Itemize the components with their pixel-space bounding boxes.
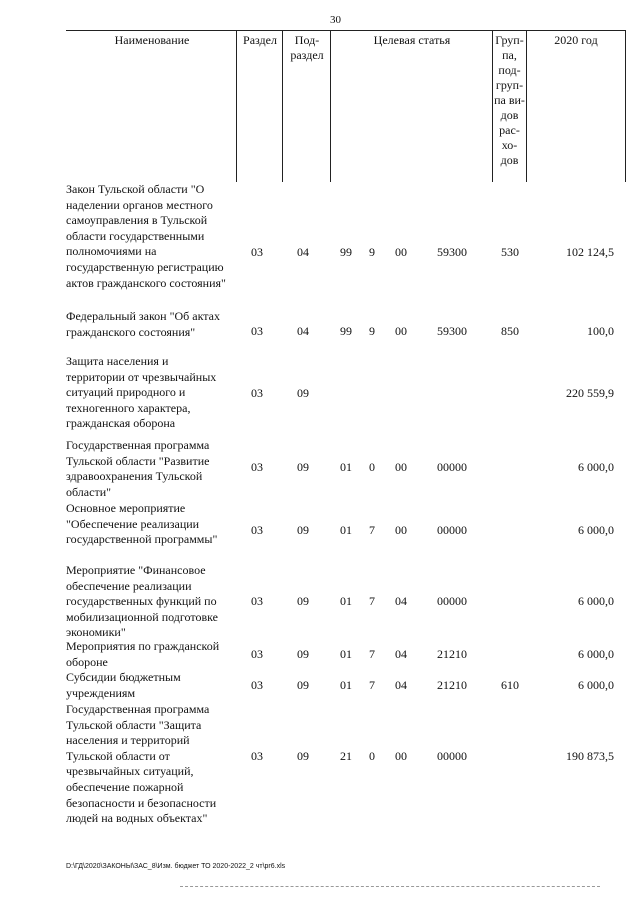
row-t4: 00000 bbox=[437, 523, 467, 537]
header-group-line: дов bbox=[500, 108, 519, 122]
row-t2: 7 bbox=[369, 523, 375, 537]
row-name-line: ситуаций природного и bbox=[66, 385, 186, 400]
row-name-line: Тульской области "Развитие bbox=[66, 453, 210, 468]
row-sum: 6 000,0 bbox=[578, 678, 614, 692]
row-name-line: здравоохранения Тульской bbox=[66, 469, 203, 484]
row-name-line: государственную регистрацию bbox=[66, 259, 224, 274]
row-razdel: 03 bbox=[251, 678, 263, 692]
header-podrazdel-line: раздел bbox=[290, 48, 324, 62]
row-name-line: Государственная программа bbox=[66, 702, 210, 716]
row-pod: 09 bbox=[297, 678, 309, 692]
row-name-line: Основное мероприятие bbox=[66, 501, 186, 515]
header-year: 2020 год bbox=[554, 33, 598, 47]
header-group-line: груп- bbox=[495, 78, 524, 92]
row-name-line: полномочиями на bbox=[66, 244, 157, 259]
row-t2: 7 bbox=[369, 647, 375, 661]
row-name-line: Субсидии бюджетным bbox=[66, 670, 181, 684]
row-name-line: государственных функций по bbox=[66, 594, 217, 609]
row-pod: 04 bbox=[297, 245, 309, 259]
row-t2: 0 bbox=[369, 749, 375, 763]
row-name bbox=[66, 309, 236, 340]
row-t3: 04 bbox=[395, 594, 407, 608]
row-sum: 102 124,5 bbox=[566, 245, 614, 259]
row-name-line: наделении органов местного bbox=[66, 197, 213, 212]
row-t3: 00 bbox=[395, 245, 407, 259]
row-t2: 7 bbox=[369, 678, 375, 692]
row-razdel: 03 bbox=[251, 245, 263, 259]
row-sum: 6 000,0 bbox=[578, 460, 614, 474]
row-t2: 7 bbox=[369, 594, 375, 608]
row-name-line: самоуправления в Тульской bbox=[66, 213, 208, 228]
header-target: Целевая статья bbox=[373, 33, 451, 47]
row-name-line: гражданского состояния" bbox=[66, 324, 196, 339]
row-grp: 530 bbox=[501, 245, 519, 259]
row-razdel: 03 bbox=[251, 460, 263, 474]
row-razdel: 03 bbox=[251, 386, 263, 400]
header-podrazdel bbox=[284, 33, 330, 63]
header-razdel: Раздел bbox=[243, 33, 277, 47]
row-grp: 610 bbox=[501, 678, 519, 692]
row-pod: 04 bbox=[297, 324, 309, 338]
row-name-line: мобилизационной подготовке bbox=[66, 609, 218, 624]
row-sum: 6 000,0 bbox=[578, 594, 614, 608]
row-name-line: обеспечение реализации bbox=[66, 578, 192, 593]
row-t4: 59300 bbox=[437, 324, 467, 338]
row-pod: 09 bbox=[297, 594, 309, 608]
footer-divider bbox=[180, 886, 600, 887]
header-group-line: рас- bbox=[499, 123, 520, 137]
row-name-line: государственной программы" bbox=[66, 532, 218, 547]
row-name bbox=[66, 670, 236, 701]
header-divider bbox=[330, 30, 331, 182]
row-pod: 09 bbox=[297, 647, 309, 661]
row-t3: 04 bbox=[395, 647, 407, 661]
row-name bbox=[66, 702, 236, 827]
header-divider bbox=[236, 30, 237, 182]
row-t1: 99 bbox=[340, 245, 352, 259]
header-name: Наименование bbox=[114, 33, 190, 47]
row-razdel: 03 bbox=[251, 749, 263, 763]
row-grp: 850 bbox=[501, 324, 519, 338]
row-t3: 00 bbox=[395, 460, 407, 474]
row-name-line: области государственными bbox=[66, 228, 205, 243]
row-t3: 04 bbox=[395, 678, 407, 692]
row-sum: 6 000,0 bbox=[578, 647, 614, 661]
row-name bbox=[66, 639, 236, 670]
row-name bbox=[66, 563, 236, 641]
header-group-line: па, bbox=[502, 48, 517, 62]
row-name-line: учреждениям bbox=[66, 685, 136, 700]
row-sum: 220 559,9 bbox=[566, 386, 614, 400]
row-t4: 00000 bbox=[437, 594, 467, 608]
row-t1: 01 bbox=[340, 523, 352, 537]
row-t3: 00 bbox=[395, 749, 407, 763]
row-name-line: Федеральный закон "Об актах bbox=[66, 309, 220, 323]
row-name-line: обеспечение пожарной bbox=[66, 779, 184, 794]
row-razdel: 03 bbox=[251, 523, 263, 537]
row-sum: 190 873,5 bbox=[566, 749, 614, 763]
row-name bbox=[66, 501, 236, 548]
row-razdel: 03 bbox=[251, 594, 263, 608]
row-name-line: Защита населения и bbox=[66, 354, 169, 368]
header-group bbox=[493, 33, 526, 168]
header-divider bbox=[526, 30, 527, 182]
header-divider bbox=[282, 30, 283, 182]
page-number: 30 bbox=[330, 14, 341, 26]
row-name-line: гражданская оборона bbox=[66, 416, 176, 431]
header-group-line: под- bbox=[498, 63, 521, 77]
row-t3: 00 bbox=[395, 523, 407, 537]
row-name-line: Закон Тульской области "О bbox=[66, 182, 205, 196]
row-pod: 09 bbox=[297, 523, 309, 537]
row-t4: 59300 bbox=[437, 245, 467, 259]
row-t4: 00000 bbox=[437, 749, 467, 763]
header-divider bbox=[625, 30, 626, 182]
row-name-line: обороне bbox=[66, 654, 108, 669]
row-t3: 00 bbox=[395, 324, 407, 338]
footer-file-path: D:\ГД\2020\ЗАКОНЫ\ЗАС_8\Изм. бюджет ТО 2020-2022_2 чт\pr6.xls bbox=[66, 863, 286, 870]
row-t1: 99 bbox=[340, 324, 352, 338]
row-name-line: чрезвычайных ситуаций, bbox=[66, 764, 194, 779]
header-podrazdel-line: Под- bbox=[294, 33, 320, 47]
row-name bbox=[66, 354, 236, 432]
row-name bbox=[66, 438, 236, 500]
row-sum: 6 000,0 bbox=[578, 523, 614, 537]
header-group-line: дов bbox=[500, 153, 519, 167]
row-name bbox=[66, 182, 236, 291]
row-name-line: "Обеспечение реализации bbox=[66, 516, 200, 531]
row-t4: 00000 bbox=[437, 460, 467, 474]
row-t1: 01 bbox=[340, 647, 352, 661]
row-t2: 9 bbox=[369, 245, 375, 259]
row-name-line: Тульской области "Защита bbox=[66, 717, 202, 732]
row-pod: 09 bbox=[297, 460, 309, 474]
row-name-line: территории от чрезвычайных bbox=[66, 369, 217, 384]
row-name-line: области" bbox=[66, 484, 112, 499]
row-t1: 01 bbox=[340, 460, 352, 474]
header-top-border bbox=[66, 30, 626, 31]
row-sum: 100,0 bbox=[587, 324, 614, 338]
row-name-line: населения и территорий bbox=[66, 733, 190, 748]
row-t2: 0 bbox=[369, 460, 375, 474]
row-name-line: Государственная программа bbox=[66, 438, 210, 452]
row-t4: 21210 bbox=[437, 647, 467, 661]
row-t1: 01 bbox=[340, 678, 352, 692]
row-razdel: 03 bbox=[251, 647, 263, 661]
row-name-line: экономики" bbox=[66, 625, 126, 640]
row-pod: 09 bbox=[297, 749, 309, 763]
row-name-line: Тульской области от bbox=[66, 748, 170, 763]
row-name-line: людей на водных объектах" bbox=[66, 811, 208, 826]
row-name-line: Мероприятия по гражданской bbox=[66, 639, 220, 653]
row-t1: 21 bbox=[340, 749, 352, 763]
row-name-line: Мероприятие "Финансовое bbox=[66, 563, 206, 577]
row-t2: 9 bbox=[369, 324, 375, 338]
header-group-line: па ви- bbox=[494, 93, 525, 107]
row-name-line: безопасности и безопасности bbox=[66, 795, 217, 810]
row-name-line: актов гражданского состояния" bbox=[66, 275, 226, 290]
row-t4: 21210 bbox=[437, 678, 467, 692]
header-group-line: Груп- bbox=[495, 33, 524, 47]
header-group-line: хо- bbox=[501, 138, 518, 152]
row-razdel: 03 bbox=[251, 324, 263, 338]
row-t1: 01 bbox=[340, 594, 352, 608]
row-pod: 09 bbox=[297, 386, 309, 400]
row-name-line: техногенного характера, bbox=[66, 400, 191, 415]
